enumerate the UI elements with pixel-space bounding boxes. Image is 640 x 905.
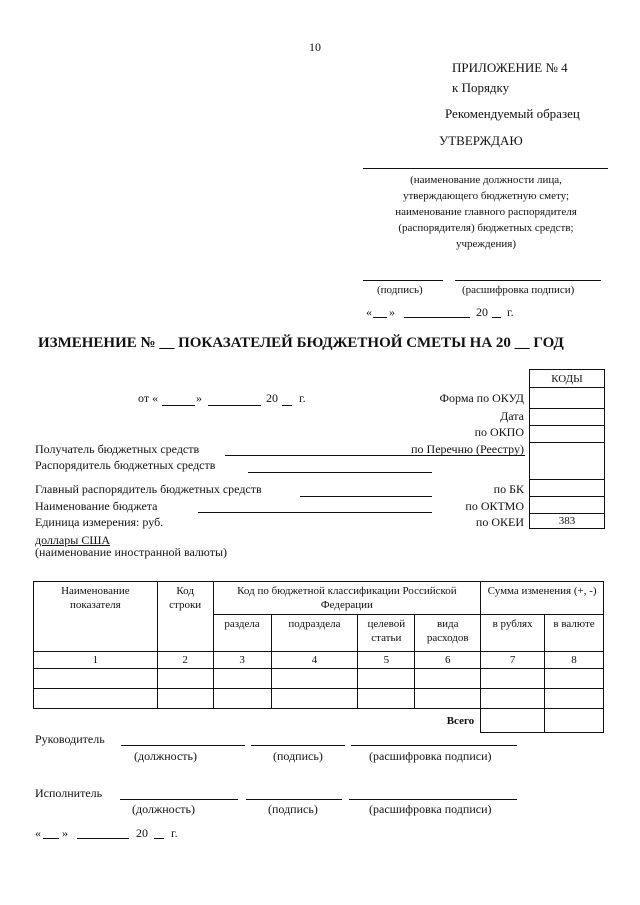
from-year: 20	[266, 391, 278, 405]
from-month-line	[208, 405, 261, 406]
column-number: 5	[358, 652, 415, 669]
executor-decoding-line	[349, 799, 517, 800]
sample-label: Рекомендуемый образец	[445, 106, 580, 121]
from-year-suffix: г.	[299, 391, 306, 405]
codes-table	[529, 369, 605, 529]
code-bk-cell	[530, 480, 605, 497]
code-okpo-cell	[530, 426, 605, 443]
page-number: 10	[309, 40, 321, 54]
total-row	[34, 709, 604, 733]
head-position-caption: (должность)	[134, 749, 197, 763]
label-okei: по ОКЕИ	[475, 515, 524, 529]
header-currency: в валюте	[545, 615, 604, 652]
approver-date-open: «	[366, 305, 372, 319]
executor-signature-line	[246, 799, 342, 800]
approver-year: 20	[476, 305, 488, 319]
total-label: Всего	[34, 709, 481, 733]
from-day-line	[162, 405, 195, 406]
bottom-date-open: «	[35, 826, 41, 840]
code-okei-cell: 383	[530, 514, 605, 529]
approver-decoding-line	[455, 280, 601, 281]
appendix-title: ПРИЛОЖЕНИЕ № 4	[452, 60, 568, 75]
bottom-date-close: »	[62, 826, 68, 840]
bottom-year-line	[154, 838, 164, 839]
head-label: Руководитель	[35, 732, 105, 746]
label-date: Дата	[500, 409, 524, 423]
from-date-prefix: от «	[138, 391, 159, 405]
label-okpo: по ОКПО	[474, 425, 524, 439]
head-signature-line	[251, 745, 345, 746]
head-decoding-caption: (расшифровка подписи)	[369, 749, 492, 763]
approve-label: УТВЕРЖДАЮ	[439, 133, 523, 148]
column-number: 6	[415, 652, 481, 669]
approver-date-close: »	[389, 305, 395, 319]
bottom-year: 20	[136, 826, 148, 840]
column-number: 7	[481, 652, 545, 669]
approver-signature-caption: (подпись)	[377, 284, 423, 296]
head-decoding-line	[351, 745, 517, 746]
approver-position-line	[363, 168, 608, 169]
label-currency: доллары США	[35, 533, 111, 547]
label-okud: Форма по ОКУД	[439, 391, 524, 405]
label-manager: Распорядитель бюджетных средств	[35, 458, 216, 472]
code-registry-cell	[530, 443, 605, 480]
indicators-table	[33, 581, 604, 733]
table-row	[34, 689, 604, 709]
label-currency-caption: (наименование иностранной валюты)	[35, 545, 227, 559]
column-number: 1	[34, 652, 158, 669]
approver-caption-line: учреждения)	[456, 238, 516, 250]
from-year-line	[282, 405, 292, 406]
approver-caption-line: наименование главного распорядителя	[395, 206, 577, 218]
budget-name-line	[198, 512, 432, 513]
head-signature-caption: (подпись)	[273, 749, 323, 763]
label-bk: по БК	[493, 482, 524, 496]
executor-signature-caption: (подпись)	[268, 802, 318, 816]
label-unit: Единица измерения: руб.	[35, 515, 164, 529]
codes-header: КОДЫ	[530, 370, 605, 388]
total-rubles-cell	[481, 709, 545, 733]
label-chief-manager: Главный распорядитель бюджетных средств	[35, 482, 262, 496]
approver-day-line	[373, 317, 387, 318]
header-section: раздела	[213, 615, 271, 652]
header-target: целевой статьи	[358, 615, 415, 652]
approver-decoding-caption: (расшифровка подписи)	[462, 284, 575, 296]
bottom-month-line	[77, 838, 129, 839]
label-oktmo: по ОКТМО	[465, 499, 524, 513]
code-oktmo-cell	[530, 497, 605, 514]
approver-caption-line: (распорядителя) бюджетных средств;	[398, 222, 574, 234]
chief-manager-line	[300, 496, 432, 497]
approver-signature-line	[363, 280, 443, 281]
header-line-code: Код строки	[157, 582, 213, 652]
total-currency-cell	[545, 709, 604, 733]
bottom-day-line	[43, 838, 59, 839]
appendix-subtitle: к Порядку	[452, 80, 510, 95]
header-change-sum: Сумма изменения (+, -)	[481, 582, 604, 615]
executor-decoding-caption: (расшифровка подписи)	[369, 802, 492, 816]
column-number: 3	[213, 652, 271, 669]
executor-position-line	[120, 799, 238, 800]
approver-caption-line: (наименование должности лица,	[410, 174, 562, 186]
from-date-close: »	[196, 391, 202, 405]
manager-line	[248, 472, 432, 473]
column-number: 2	[157, 652, 213, 669]
header-indicator: Наименование показателя	[34, 582, 158, 652]
executor-position-caption: (должность)	[132, 802, 195, 816]
column-number: 8	[545, 652, 604, 669]
header-subsection: подраздела	[271, 615, 358, 652]
head-position-line	[121, 745, 245, 746]
approver-month-line	[404, 317, 470, 318]
bottom-year-suffix: г.	[171, 826, 178, 840]
approver-year-suffix: г.	[507, 305, 514, 319]
approver-caption-line: утверждающего бюджетную смету;	[402, 190, 570, 202]
recipient-line	[225, 455, 525, 456]
label-recipient: Получатель бюджетных средств	[35, 442, 200, 456]
header-rubles: в рублях	[481, 615, 545, 652]
document-title: ИЗМЕНЕНИЕ № __ ПОКАЗАТЕЛЕЙ БЮДЖЕТНОЙ СМЕТЫ НА 20 __ ГОД	[38, 335, 564, 351]
label-registry: по Перечню (Реестру)	[411, 442, 524, 456]
header-expense-type: вида расходов	[415, 615, 481, 652]
approver-caption	[358, 172, 614, 252]
column-number: 4	[271, 652, 358, 669]
approver-year-line	[492, 317, 501, 318]
table-row	[34, 669, 604, 689]
label-budget-name: Наименование бюджета	[35, 499, 158, 513]
header-budget-class: Код по бюджетной классификации Российской Федерации	[213, 582, 481, 615]
code-okud-cell	[530, 388, 605, 409]
executor-label: Исполнитель	[35, 786, 103, 800]
code-date-cell	[530, 409, 605, 426]
